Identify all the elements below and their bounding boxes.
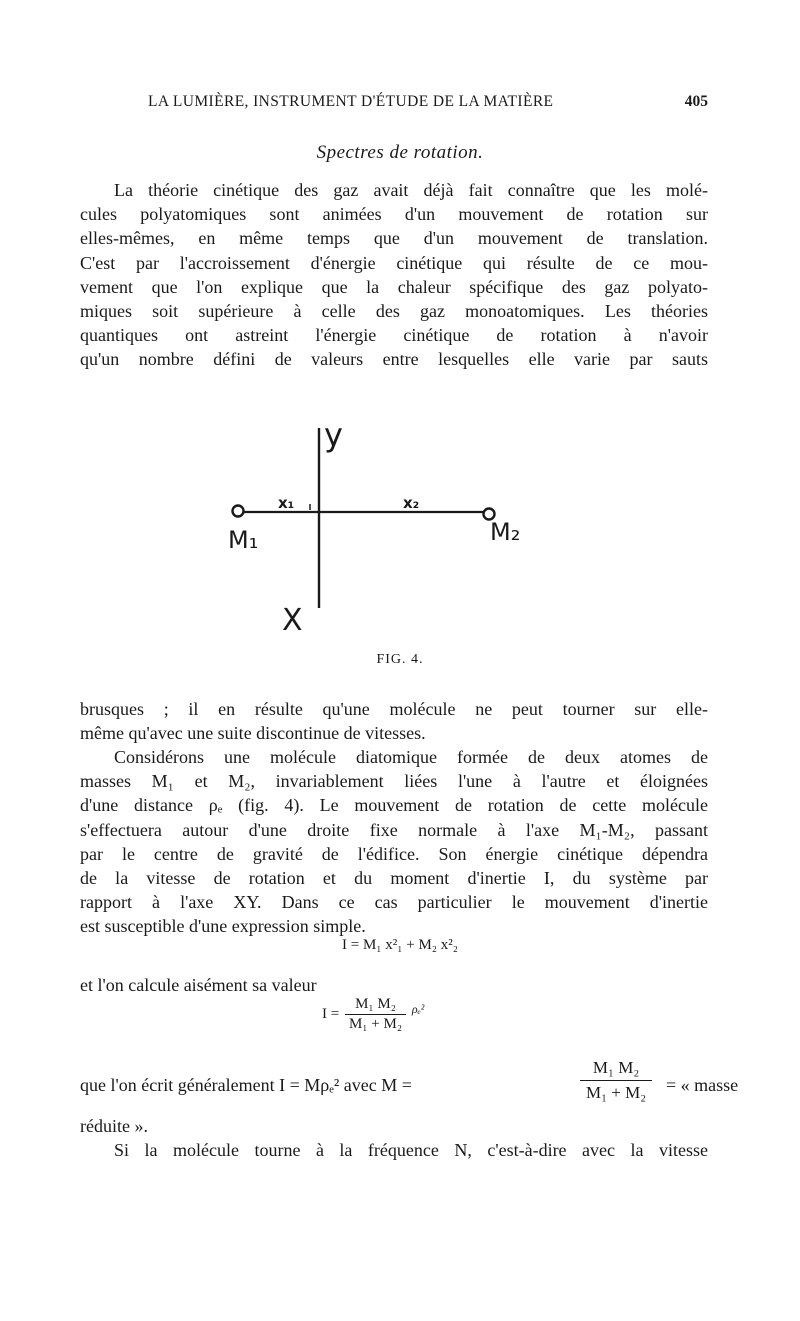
page-number: 405 <box>684 93 708 110</box>
equation-suffix: = « masse <box>666 1075 739 1095</box>
text-line: réduite ». <box>80 1116 148 1136</box>
equation-prefix: que l'on écrit généralement I = Mρₑ² avec M = <box>80 1075 412 1095</box>
text-line: de la vitesse de rotation et du moment d'inertie I, du système par <box>80 867 708 888</box>
paragraph-5 <box>80 1138 708 1162</box>
label-y: y <box>324 416 343 454</box>
text-line: Considérons une molécule diatomique formée de deux atomes de <box>114 747 708 767</box>
text-line: elles-mêmes, en même temps que d'un mouvement de translation. <box>80 228 708 249</box>
label-x1: x₁ <box>278 494 295 512</box>
text-line: s'effectuera autour d'une droite fixe normale à l'axe M₁-M₂, passant <box>80 819 708 840</box>
paragraph-1 <box>80 178 708 372</box>
figure-caption: FIG. 4. <box>376 652 424 667</box>
fraction-numerator: M₁ M₂ <box>345 996 406 1015</box>
fraction-numerator: M₁ M₂ <box>580 1058 652 1081</box>
text-line: cules polyatomiques sont animées d'un mouvement de rotation sur <box>80 204 708 225</box>
text-line: et l'on calcule aisément sa valeur <box>80 975 317 995</box>
fraction-denominator: M₁ + M₂ <box>348 1016 403 1032</box>
text-line: qu'un nombre défini de valeurs entre lesquelles elle varie par sauts <box>80 349 708 370</box>
paragraph-between <box>80 973 708 997</box>
fraction-denominator: M₁ + M₂ <box>586 1083 647 1102</box>
equation-factor: ρₑ² <box>411 1002 425 1016</box>
label-m2: M₂ <box>490 518 521 546</box>
text-line: La théorie cinétique des gaz avait déjà fait connaître que les molé- <box>114 180 708 200</box>
label-x: X <box>282 603 303 638</box>
text-line: vement que l'on explique que la chaleur spécifique des gaz polyato- <box>80 276 708 297</box>
equation-reduced-mass-line <box>80 1058 739 1118</box>
text-line: quantiques ont astreint l'énergie cinétique de rotation à n'avoir <box>80 325 708 346</box>
running-head <box>80 93 708 115</box>
section-title: Spectres de rotation. <box>316 142 484 163</box>
text-line: brusques ; il en résulte qu'une molécule ne peut tourner sur elle- <box>80 699 708 719</box>
text-line: même qu'avec une suite discontinue de vitesses. <box>80 723 426 744</box>
paragraph-4 <box>80 1114 708 1138</box>
figure-4-diagram <box>200 398 570 648</box>
text-line: C'est par l'accroissement d'énergie cinétique qui résulte de ce mou- <box>80 252 708 273</box>
text-line: par le centre de gravité de l'édifice. Son énergie cinétique dépendra <box>80 843 708 864</box>
text-line: miques soit supérieure à celle des gaz monoatomiques. Les théories <box>80 300 708 321</box>
paragraph-3 <box>80 745 708 939</box>
text-line: masses M₁ et M₂, invariablement liées l'une à l'autre et éloignées <box>80 771 708 792</box>
fraction <box>345 996 406 1033</box>
atom-m1 <box>233 506 244 517</box>
paragraph-2 <box>80 697 708 745</box>
fraction <box>580 1058 652 1103</box>
equation-lhs: I = <box>322 1006 340 1022</box>
label-x2: x₂ <box>403 494 420 512</box>
text-line: d'une distance ρₑ (fig. 4). Le mouvement de rotation de cette molécule <box>80 795 708 816</box>
equation-moment-inertia: I = M₁ x²₁ + M₂ x²₂ <box>341 937 458 953</box>
running-title: LA LUMIÈRE, INSTRUMENT D'ÉTUDE DE LA MATIÈRE <box>148 93 554 110</box>
text-line: est susceptible d'une expression simple. <box>80 916 366 937</box>
label-m1: M₁ <box>228 526 259 554</box>
text-line: Si la molécule tourne à la fréquence N, c'est-à-dire avec la vitesse <box>114 1140 708 1160</box>
text-line: rapport à l'axe XY. Dans ce cas particulier le mouvement d'inertie <box>80 892 708 913</box>
equation-reduced-inertia <box>322 996 424 1033</box>
